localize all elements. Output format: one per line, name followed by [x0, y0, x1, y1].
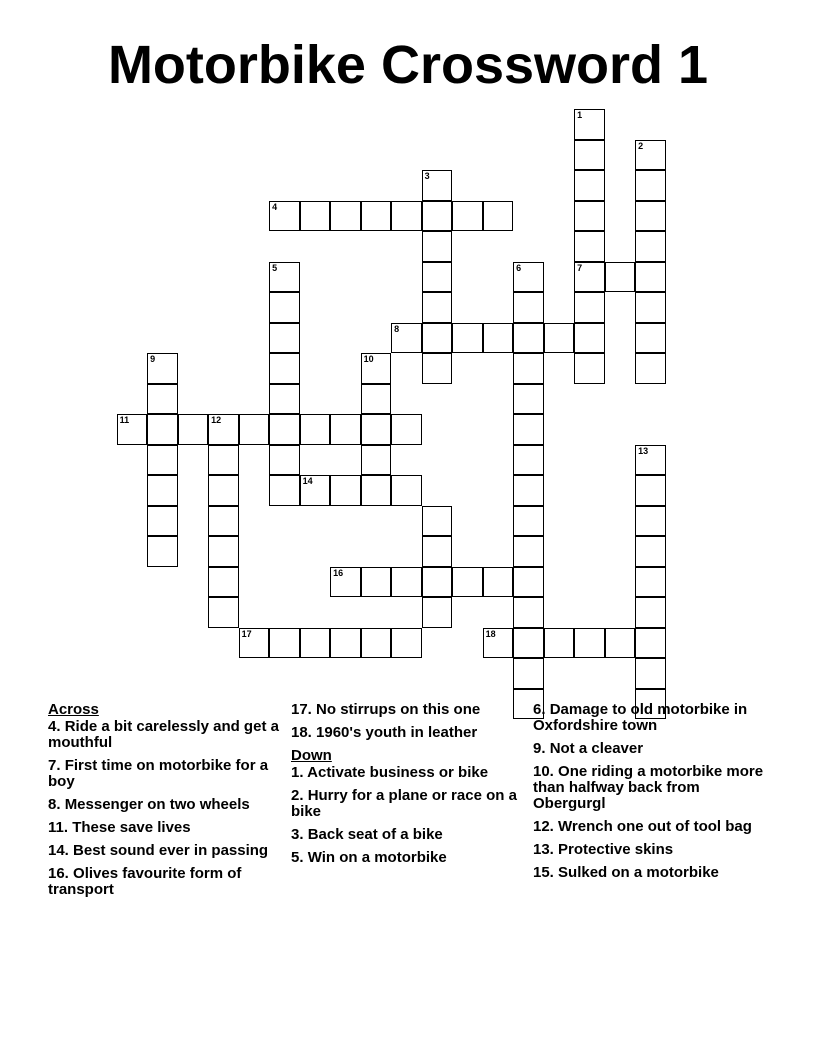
- clue-number: 10: [363, 354, 374, 365]
- grid-cell[interactable]: [513, 384, 544, 415]
- grid-cell[interactable]: [361, 567, 392, 598]
- grid-cell[interactable]: [391, 414, 422, 445]
- clue-across-8: 8. Messenger on two wheels: [48, 796, 250, 813]
- grid-cell[interactable]: [391, 567, 422, 598]
- grid-cell[interactable]: [422, 231, 453, 262]
- grid-cell[interactable]: [574, 140, 605, 171]
- grid-cell[interactable]: [147, 475, 178, 506]
- grid-cell[interactable]: [635, 658, 666, 689]
- grid-cell[interactable]: [208, 445, 239, 476]
- clue-down-3: 3. Back seat of a bike: [291, 826, 443, 843]
- grid-cell[interactable]: [178, 414, 209, 445]
- clue-down-12: 12. Wrench one out of tool bag: [533, 818, 752, 835]
- grid-cell[interactable]: [300, 414, 331, 445]
- grid-cell[interactable]: [635, 140, 666, 171]
- clue-across-16: 16. Olives favourite form of transport: [48, 865, 242, 898]
- clue-down-15: 15. Sulked on a motorbike: [533, 864, 719, 881]
- grid-cell[interactable]: [574, 628, 605, 659]
- across-heading: Across: [48, 701, 99, 718]
- grid-cell[interactable]: [635, 445, 666, 476]
- grid-cell[interactable]: [422, 323, 453, 354]
- clue-number: 8: [394, 323, 400, 334]
- grid-cell[interactable]: [574, 231, 605, 262]
- clue-number: 16: [333, 567, 344, 578]
- grid-cell[interactable]: [361, 201, 392, 232]
- grid-cell[interactable]: [330, 201, 361, 232]
- grid-cell[interactable]: [513, 628, 544, 659]
- grid-cell[interactable]: [513, 506, 544, 537]
- grid-cell[interactable]: [300, 475, 331, 506]
- grid-cell[interactable]: [330, 628, 361, 659]
- grid-cell[interactable]: [513, 658, 544, 689]
- grid-cell[interactable]: [391, 323, 422, 354]
- grid-cell[interactable]: [147, 506, 178, 537]
- clue-number: 6: [516, 262, 522, 273]
- grid-cell[interactable]: [330, 567, 361, 598]
- grid-cell[interactable]: [574, 323, 605, 354]
- grid-cell[interactable]: [422, 170, 453, 201]
- clue-number: 18: [485, 628, 496, 639]
- grid-cell[interactable]: [391, 201, 422, 232]
- grid-cell[interactable]: [269, 262, 300, 293]
- grid-cell[interactable]: [483, 567, 514, 598]
- grid-cell[interactable]: [361, 628, 392, 659]
- grid-cell[interactable]: [147, 536, 178, 567]
- grid-cell[interactable]: [208, 597, 239, 628]
- clue-number: 13: [638, 445, 649, 456]
- grid-cell[interactable]: [452, 323, 483, 354]
- clue-number: 14: [302, 476, 313, 487]
- grid-cell[interactable]: [513, 353, 544, 384]
- clue-down-10: 10. One riding a motorbike more than halfway back from Obergurgl: [533, 763, 764, 812]
- grid-cell[interactable]: [483, 323, 514, 354]
- grid-cell[interactable]: [208, 506, 239, 537]
- grid-cell[interactable]: [239, 414, 270, 445]
- clue-down-9: 9. Not a cleaver: [533, 740, 644, 757]
- grid-cell[interactable]: [361, 414, 392, 445]
- clue-down-1: 1. Activate business or bike: [291, 764, 489, 781]
- grid-cell[interactable]: [513, 323, 544, 354]
- grid-cell[interactable]: [635, 170, 666, 201]
- clues-column-3: [533, 702, 771, 888]
- grid-cell[interactable]: [574, 262, 605, 293]
- grid-cell[interactable]: [574, 170, 605, 201]
- clue-across-4: 4. Ride a bit carelessly and get a mouthful: [48, 718, 279, 751]
- clue-down-13: 13. Protective skins: [533, 841, 674, 858]
- grid-cell[interactable]: [483, 201, 514, 232]
- clue-down-2: 2. Hurry for a plane or race on a bike: [291, 787, 517, 820]
- grid-cell[interactable]: [513, 292, 544, 323]
- grid-cell[interactable]: [635, 323, 666, 354]
- clue-number: 11: [119, 415, 130, 426]
- grid-cell[interactable]: [147, 384, 178, 415]
- clue-down-6: 6. Damage to old motorbike in Oxfordshire town: [533, 701, 748, 734]
- grid-cell[interactable]: [635, 597, 666, 628]
- grid-cell[interactable]: [513, 414, 544, 445]
- grid-cell[interactable]: [513, 445, 544, 476]
- grid-cell[interactable]: [117, 414, 148, 445]
- grid-cell[interactable]: [391, 475, 422, 506]
- grid-cell[interactable]: [300, 628, 331, 659]
- grid-cell[interactable]: [361, 384, 392, 415]
- grid-cell[interactable]: [635, 536, 666, 567]
- grid-cell[interactable]: [239, 628, 270, 659]
- clue-number: 12: [211, 415, 222, 426]
- grid-cell[interactable]: [269, 353, 300, 384]
- clue-across-14: 14. Best sound ever in passing: [48, 842, 269, 859]
- grid-cell[interactable]: [269, 384, 300, 415]
- grid-cell[interactable]: [513, 597, 544, 628]
- clue-number: 4: [272, 201, 278, 212]
- grid-cell[interactable]: [635, 567, 666, 598]
- grid-cell[interactable]: [361, 475, 392, 506]
- clue-down-5: 5. Win on a motorbike: [291, 849, 447, 866]
- grid-cell[interactable]: [574, 353, 605, 384]
- grid-cell[interactable]: [147, 445, 178, 476]
- clue-number: 17: [241, 628, 252, 639]
- grid-cell[interactable]: [208, 536, 239, 567]
- clue-number: 2: [638, 140, 644, 151]
- grid-cell[interactable]: [635, 475, 666, 506]
- page-title: Motorbike Crossword 1: [107, 35, 709, 95]
- grid-cell[interactable]: [208, 414, 239, 445]
- grid-cell[interactable]: [635, 353, 666, 384]
- grid-cell[interactable]: [544, 323, 575, 354]
- grid-cell[interactable]: [361, 353, 392, 384]
- grid-cell[interactable]: [330, 414, 361, 445]
- grid-cell[interactable]: [269, 414, 300, 445]
- grid-cell[interactable]: [269, 475, 300, 506]
- clue-number: 7: [577, 262, 583, 273]
- clue-across-17: 17. No stirrups on this one: [291, 701, 481, 718]
- grid-cell[interactable]: [513, 475, 544, 506]
- grid-cell[interactable]: [422, 262, 453, 293]
- grid-cell[interactable]: [422, 201, 453, 232]
- grid-cell[interactable]: [330, 475, 361, 506]
- grid-cell[interactable]: [635, 201, 666, 232]
- grid-cell[interactable]: [422, 292, 453, 323]
- grid-cell[interactable]: [269, 292, 300, 323]
- grid-cell[interactable]: [513, 567, 544, 598]
- grid-cell[interactable]: [605, 628, 636, 659]
- grid-cell[interactable]: [574, 201, 605, 232]
- grid-cell[interactable]: [635, 628, 666, 659]
- clues-column-2: [291, 702, 519, 873]
- grid-cell[interactable]: [422, 506, 453, 537]
- grid-cell[interactable]: [513, 536, 544, 567]
- grid-cell[interactable]: [269, 628, 300, 659]
- clue-number: 5: [272, 262, 278, 273]
- grid-cell[interactable]: [452, 201, 483, 232]
- clue-number: 3: [424, 171, 430, 182]
- grid-cell[interactable]: [208, 475, 239, 506]
- grid-cell[interactable]: [635, 292, 666, 323]
- clue-across-11: 11. These save lives: [48, 819, 191, 836]
- grid-cell[interactable]: [147, 353, 178, 384]
- grid-cell[interactable]: [422, 353, 453, 384]
- grid-cell[interactable]: [544, 628, 575, 659]
- grid-cell[interactable]: [635, 506, 666, 537]
- grid-cell[interactable]: [300, 201, 331, 232]
- clue-number: 9: [150, 354, 156, 365]
- grid-cell[interactable]: [513, 262, 544, 293]
- clue-number: 1: [577, 110, 583, 121]
- grid-cell[interactable]: [208, 567, 239, 598]
- grid-cell[interactable]: [635, 262, 666, 293]
- clue-across-7: 7. First time on motorbike for a boy: [48, 757, 269, 790]
- grid-cell[interactable]: [422, 536, 453, 567]
- grid-cell[interactable]: [422, 567, 453, 598]
- grid-cell[interactable]: [574, 292, 605, 323]
- grid-cell[interactable]: [452, 567, 483, 598]
- grid-cell[interactable]: [635, 231, 666, 262]
- grid-cell[interactable]: [391, 628, 422, 659]
- grid-cell[interactable]: [147, 414, 178, 445]
- grid-cell[interactable]: [422, 597, 453, 628]
- clue-across-18: 18. 1960's youth in leather: [291, 724, 478, 741]
- grid-cell[interactable]: [605, 262, 636, 293]
- down-heading: Down: [291, 747, 332, 764]
- grid-cell[interactable]: [269, 323, 300, 354]
- clues-column-1: [48, 702, 280, 905]
- grid-cell[interactable]: [269, 201, 300, 232]
- grid-cell[interactable]: [361, 445, 392, 476]
- grid-cell[interactable]: [483, 628, 514, 659]
- grid-cell[interactable]: [269, 445, 300, 476]
- grid-cell[interactable]: [574, 109, 605, 140]
